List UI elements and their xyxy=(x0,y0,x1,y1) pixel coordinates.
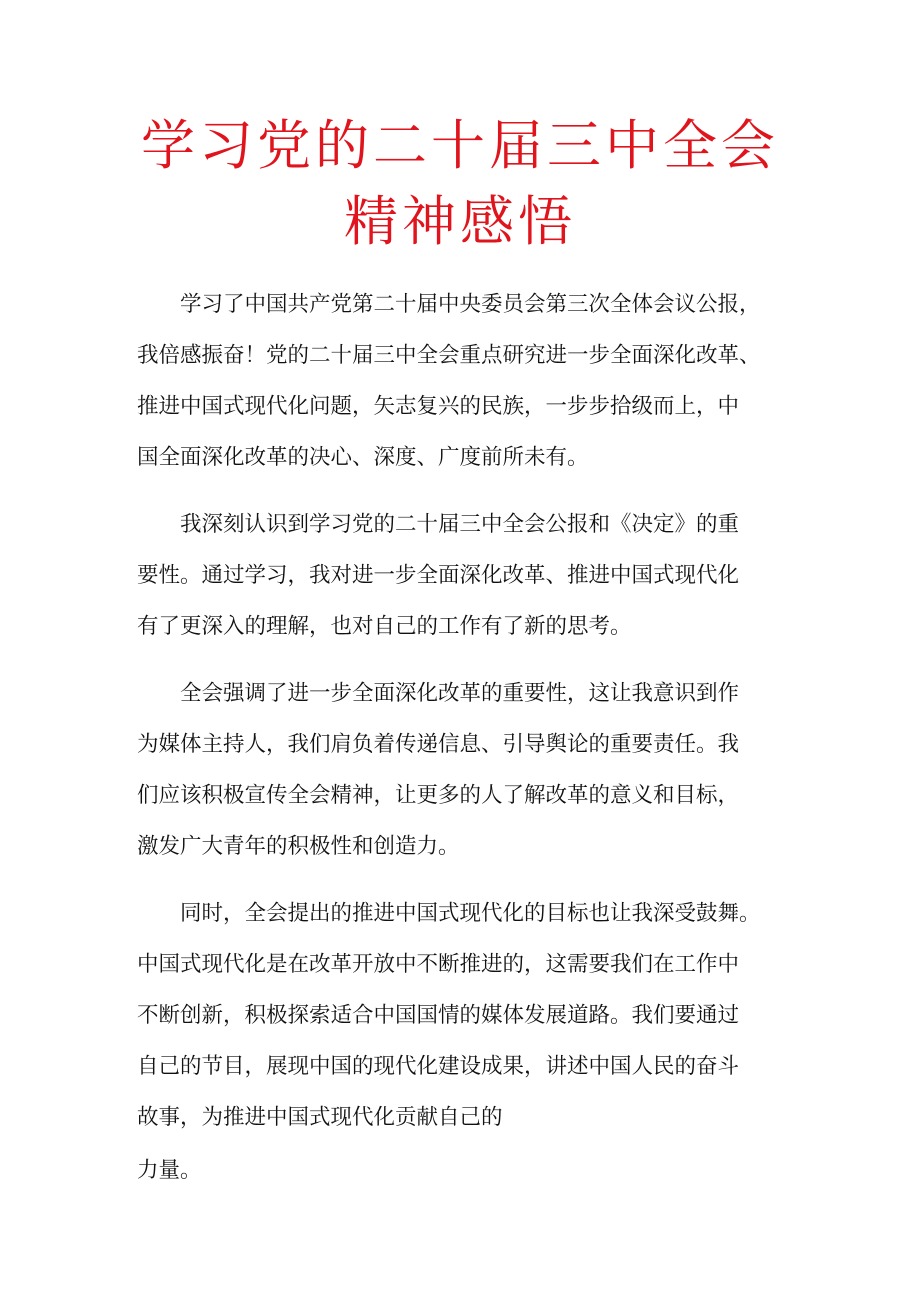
paragraph-line: 国全面深化改革的决心、深度、广度前所未有。 xyxy=(137,445,589,470)
document-title-line-1: 学习党的二十届三中全会 xyxy=(141,114,779,177)
paragraph-line: 为媒体主持人，我们肩负着传递信息、引导舆论的重要责任。我 xyxy=(137,732,740,757)
paragraph-1 xyxy=(137,279,787,483)
paragraph-line: 力量。 xyxy=(137,1158,202,1183)
paragraph-line: 全会强调了进一步全面深化改革的重要性，这让我意识到作 xyxy=(137,681,740,706)
paragraph-line: 激发广大青年的积极性和创造力。 xyxy=(137,834,460,859)
paragraph-line: 我深刻认识到学习党的二十届三中全会公报和《决定》的重 xyxy=(137,512,740,537)
paragraph-3 xyxy=(137,668,787,872)
paragraph-line: 我倍感振奋！党的二十届三中全会重点研究进一步全面深化改革、 xyxy=(137,343,761,368)
paragraph-4 xyxy=(137,888,787,1143)
document-title-line-2: 精神感悟 xyxy=(344,190,576,253)
paragraph-line: 自己的节目，展现中国的现代化建设成果，讲述中国人民的奋斗 xyxy=(137,1054,740,1079)
paragraph-line: 有了更深入的理解，也对自己的工作有了新的思考。 xyxy=(137,614,632,639)
paragraph-5 xyxy=(137,1145,787,1196)
paragraph-line: 不断创新，积极探索适合中国国情的媒体发展道路。我们要通过 xyxy=(137,1003,740,1028)
paragraph-line: 学习了中国共产党第二十届中央委员会第三次全体会议公报， xyxy=(137,292,761,317)
paragraph-line: 要性。通过学习，我对进一步全面深化改革、推进中国式现代化 xyxy=(137,563,740,588)
paragraph-line: 同时，全会提出的推进中国式现代化的目标也让我深受鼓舞。 xyxy=(137,901,761,926)
paragraph-line: 推进中国式现代化问题，矢志复兴的民族，一步步拾级而上，中 xyxy=(137,394,740,419)
paragraph-2 xyxy=(137,499,787,652)
paragraph-line: 中国式现代化是在改革开放中不断推进的，这需要我们在工作中 xyxy=(137,952,740,977)
paragraph-line: 故事，为推进中国式现代化贡献自己的 xyxy=(137,1105,503,1130)
paragraph-line: 们应该积极宣传全会精神，让更多的人了解改革的意义和目标， xyxy=(137,783,740,808)
